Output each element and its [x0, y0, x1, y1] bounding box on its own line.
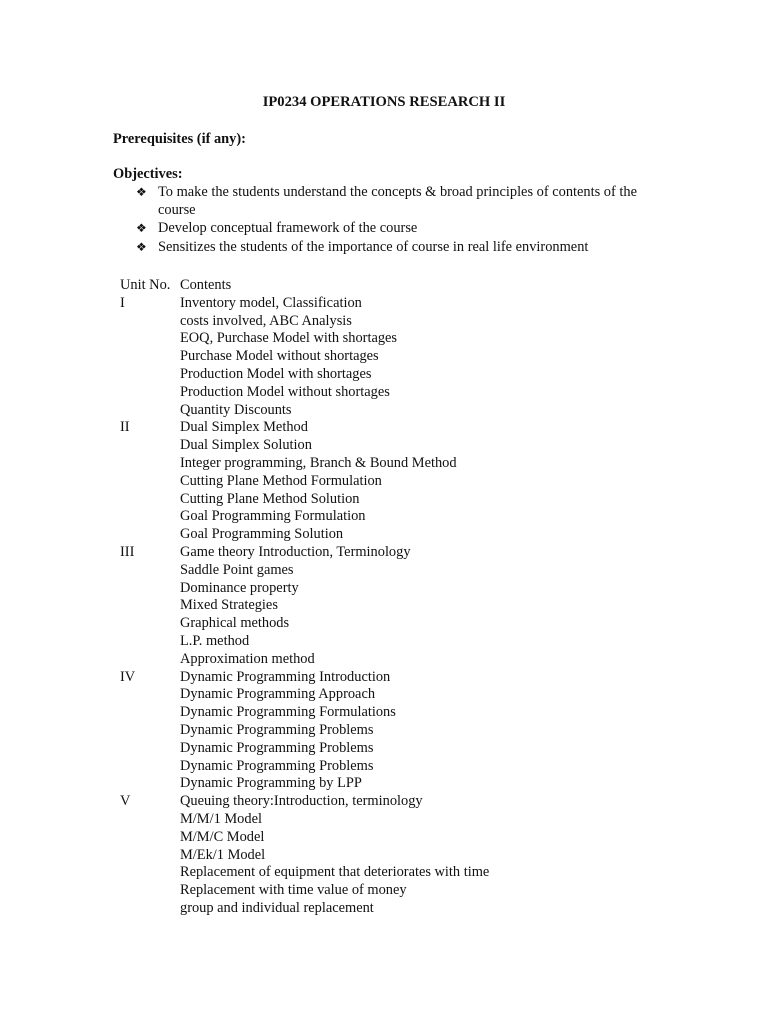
- table-row: [120, 330, 489, 348]
- unit-content: L.P. method: [180, 632, 250, 649]
- objective-text: Sensitizes the students of the importance of course in real life environment: [158, 238, 589, 255]
- unit-number: [120, 811, 180, 829]
- table-row: [120, 775, 489, 793]
- unit-header: Unit No.: [120, 277, 171, 293]
- table-row: [120, 847, 489, 865]
- unit-number: [120, 615, 180, 633]
- table-row: [120, 402, 489, 420]
- unit-content: Mixed Strategies: [180, 597, 278, 614]
- table-row: [120, 455, 489, 473]
- table-row: [120, 882, 489, 900]
- unit-number: [120, 473, 180, 491]
- table-row: [120, 473, 489, 491]
- unit-content: Game theory Introduction, Terminology: [180, 543, 411, 560]
- unit-content: Goal Programming Formulation: [180, 508, 366, 525]
- unit-number: [120, 508, 180, 526]
- units-table: [120, 277, 489, 918]
- unit-number: [120, 758, 180, 776]
- table-row: [120, 313, 489, 331]
- unit-content: Cutting Plane Method Formulation: [180, 472, 382, 489]
- unit-content: M/M/C Model: [180, 828, 265, 845]
- unit-content: Dynamic Programming Introduction: [180, 668, 391, 685]
- contents-header: Contents: [180, 277, 232, 293]
- table-row: [120, 793, 489, 811]
- unit-content: Dual Simplex Solution: [180, 437, 312, 454]
- unit-number: [120, 900, 180, 918]
- unit-number: [120, 313, 180, 331]
- table-row: [120, 758, 489, 776]
- table-header-row: [120, 277, 489, 295]
- unit-number: [120, 526, 180, 544]
- unit-content: EOQ, Purchase Model with shortages: [180, 330, 398, 347]
- unit-number: III: [120, 543, 135, 560]
- table-row: [120, 651, 489, 669]
- table-row: [120, 669, 489, 687]
- unit-content: Dynamic Programming Problems: [180, 757, 374, 774]
- unit-number: [120, 597, 180, 615]
- unit-number: [120, 651, 180, 669]
- unit-content: Dynamic Programming Problems: [180, 739, 374, 756]
- unit-number: [120, 882, 180, 900]
- objectives-list: [136, 184, 656, 257]
- unit-content: Quantity Discounts: [180, 401, 292, 418]
- unit-content: Dynamic Programming Problems: [180, 721, 374, 738]
- unit-content: Approximation method: [180, 650, 315, 667]
- unit-content: Dynamic Programming Approach: [180, 686, 376, 703]
- unit-number: II: [120, 419, 130, 436]
- unit-content: Replacement of equipment that deteriorates with time: [180, 864, 490, 881]
- table-row: [120, 544, 489, 562]
- unit-content: Dominance property: [180, 579, 299, 596]
- table-row: [120, 633, 489, 651]
- unit-content: M/Ek/1 Model: [180, 846, 266, 863]
- unit-content: Integer programming, Branch & Bound Method: [180, 454, 457, 471]
- objective-item: [136, 184, 656, 219]
- diamond-bullet-icon: ❖: [136, 221, 147, 236]
- unit-content: Dynamic Programming Formulations: [180, 704, 396, 721]
- table-row: [120, 348, 489, 366]
- table-row: [120, 615, 489, 633]
- unit-number: [120, 580, 180, 598]
- unit-number: [120, 330, 180, 348]
- table-row: [120, 740, 489, 758]
- diamond-bullet-icon: ❖: [136, 239, 147, 254]
- prerequisites-label: Prerequisites (if any):: [113, 131, 246, 147]
- diamond-bullet-icon: ❖: [136, 185, 147, 199]
- objective-item: [136, 220, 656, 238]
- unit-number: IV: [120, 668, 136, 685]
- unit-number: [120, 704, 180, 722]
- unit-number: [120, 775, 180, 793]
- unit-content: Production Model without shortages: [180, 383, 390, 400]
- unit-number: [120, 722, 180, 740]
- table-row: [120, 366, 489, 384]
- unit-number: [120, 562, 180, 580]
- unit-number: [120, 686, 180, 704]
- unit-number: [120, 437, 180, 455]
- unit-number: [120, 491, 180, 509]
- unit-number: [120, 847, 180, 865]
- unit-content: costs involved, ABC Analysis: [180, 312, 352, 329]
- table-row: [120, 508, 489, 526]
- table-row: [120, 562, 489, 580]
- unit-number: [120, 829, 180, 847]
- unit-number: V: [120, 793, 131, 810]
- table-row: [120, 722, 489, 740]
- table-row: [120, 419, 489, 437]
- table-row: [120, 829, 489, 847]
- unit-number: [120, 348, 180, 366]
- objective-item: [136, 239, 656, 257]
- unit-number: [120, 633, 180, 651]
- table-row: [120, 491, 489, 509]
- page-title: IP0234 OPERATIONS RESEARCH II: [262, 94, 506, 110]
- table-row: [120, 811, 489, 829]
- unit-content: Saddle Point games: [180, 561, 294, 578]
- objectives-label: Objectives:: [113, 166, 183, 182]
- unit-content: group and individual replacement: [180, 899, 374, 916]
- unit-number: [120, 402, 180, 420]
- unit-content: Cutting Plane Method Solution: [180, 490, 360, 507]
- unit-content: Purchase Model without shortages: [180, 348, 379, 365]
- table-body: [120, 295, 489, 918]
- unit-content: Goal Programming Solution: [180, 526, 344, 543]
- unit-content: Graphical methods: [180, 615, 290, 632]
- unit-content: Dynamic Programming by LPP: [180, 775, 362, 792]
- unit-content: M/M/1 Model: [180, 810, 262, 827]
- table-row: [120, 384, 489, 402]
- unit-number: I: [120, 294, 125, 311]
- table-row: [120, 686, 489, 704]
- unit-number: [120, 366, 180, 384]
- table-row: [120, 864, 489, 882]
- unit-content: Dual Simplex Method: [180, 419, 308, 436]
- unit-number: [120, 455, 180, 473]
- unit-content: Replacement with time value of money: [180, 882, 407, 899]
- table-row: [120, 295, 489, 313]
- table-row: [120, 597, 489, 615]
- unit-number: [120, 864, 180, 882]
- unit-number: [120, 384, 180, 402]
- objective-text: Develop conceptual framework of the course: [158, 220, 418, 237]
- table-row: [120, 437, 489, 455]
- unit-content: Queuing theory:Introduction, terminology: [180, 793, 423, 810]
- unit-number: [120, 740, 180, 758]
- objective-text: To make the students understand the concepts & broad principles of contents of the course: [158, 184, 637, 218]
- table-row: [120, 900, 489, 918]
- table-row: [120, 580, 489, 598]
- unit-content: Inventory model, Classification: [180, 294, 362, 311]
- unit-content: Production Model with shortages: [180, 365, 372, 382]
- table-row: [120, 526, 489, 544]
- table-row: [120, 704, 489, 722]
